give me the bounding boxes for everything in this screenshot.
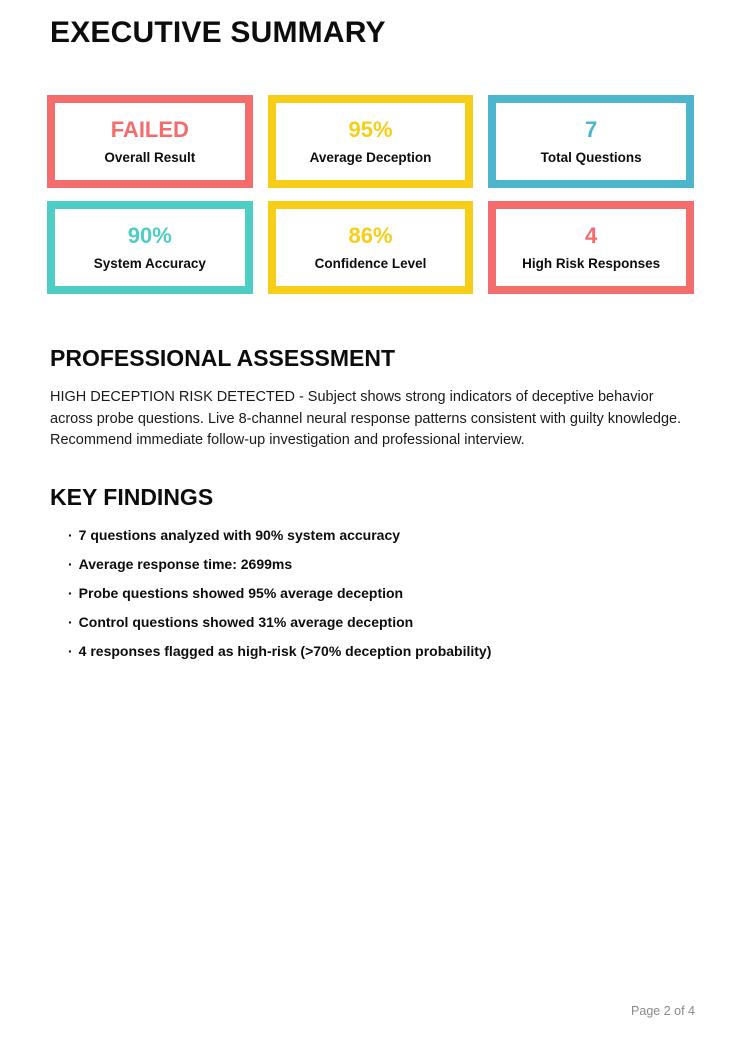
- page-number: Page 2 of 4: [631, 1004, 695, 1018]
- key-finding-text: 7 questions analyzed with 90% system accuracy: [78, 526, 401, 543]
- key-findings-list: [50, 528, 695, 659]
- bullet-icon: ·: [68, 584, 73, 601]
- summary-card-label: High Risk Responses: [522, 255, 661, 271]
- summary-card-high-risk-responses: [488, 201, 694, 294]
- summary-card-label: Average Deception: [309, 149, 432, 165]
- summary-card-value: 95%: [348, 116, 393, 142]
- key-findings-section: [50, 483, 695, 659]
- professional-assessment-heading: PROFESSIONAL ASSESSMENT: [50, 345, 396, 371]
- summary-card-label: Overall Result: [104, 149, 196, 165]
- summary-card-confidence-level: [268, 201, 474, 294]
- key-finding-text: Average response time: 2699ms: [78, 555, 293, 572]
- summary-card-value: 7: [585, 116, 598, 142]
- summary-card-system-accuracy: [47, 201, 253, 294]
- summary-card-overall-result: [47, 95, 253, 188]
- summary-card-label: System Accuracy: [93, 255, 206, 271]
- key-finding-item: [68, 586, 695, 601]
- page-title: EXECUTIVE SUMMARY: [50, 16, 386, 49]
- summary-card-value: 4: [585, 222, 598, 248]
- bullet-icon: ·: [68, 555, 73, 572]
- key-finding-item: [68, 528, 695, 543]
- summary-cards-grid: [47, 95, 694, 294]
- professional-assessment-body: HIGH DECEPTION RISK DETECTED - Subject shows strong indicators of deceptive behavior across probe questions. Live 8-channel neural response patterns consistent with guilty knowledge. Recommend immediate follow-up investigation and professional interview.: [50, 389, 682, 448]
- summary-card-label: Confidence Level: [314, 255, 427, 271]
- summary-card-value: 90%: [127, 222, 172, 248]
- bullet-icon: ·: [68, 642, 73, 659]
- bullet-icon: ·: [68, 526, 73, 543]
- key-findings-heading: KEY FINDINGS: [50, 483, 214, 510]
- summary-card-value: FAILED: [110, 116, 189, 142]
- key-finding-item: [68, 615, 695, 630]
- key-finding-item: [68, 557, 695, 572]
- summary-card-label: Total Questions: [540, 149, 642, 165]
- summary-card-value: 86%: [348, 222, 393, 248]
- key-finding-text: Probe questions showed 95% average deception: [78, 584, 404, 601]
- bullet-icon: ·: [68, 613, 73, 630]
- professional-assessment-section: [50, 347, 695, 452]
- key-finding-item: [68, 644, 695, 659]
- key-finding-text: 4 responses flagged as high-risk (>70% deception probability): [78, 642, 492, 659]
- summary-card-total-questions: [488, 95, 694, 188]
- summary-card-average-deception: [268, 95, 474, 188]
- key-finding-text: Control questions showed 31% average deception: [78, 613, 414, 630]
